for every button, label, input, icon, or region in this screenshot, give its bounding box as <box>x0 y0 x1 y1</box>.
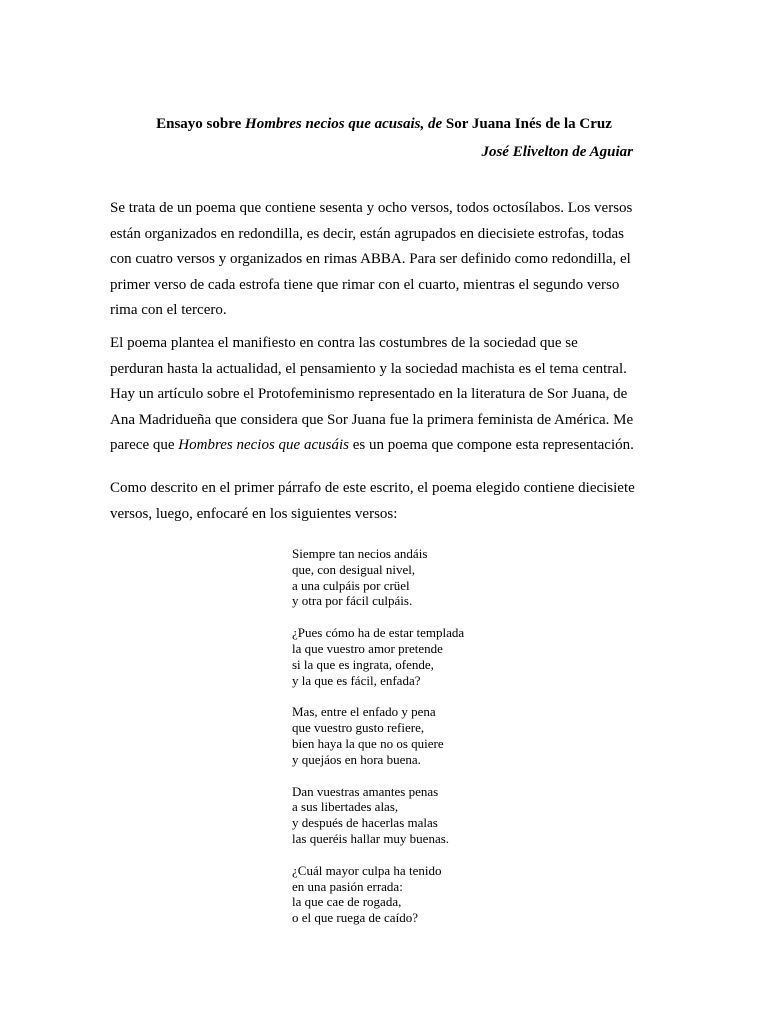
poem-verse: o el que ruega de caído? <box>292 910 418 926</box>
paragraph-line: Se trata de un poema que contiene sesenta y ocho versos, todos octosílabos. Los versos <box>110 200 633 216</box>
poem-verse: y después de hacerlas malas <box>292 815 438 831</box>
poem-stanza <box>292 784 464 847</box>
poem-verse: Mas, entre el enfado y pena <box>292 704 436 720</box>
poem-verse: que vuestro gusto refiere, <box>292 720 425 736</box>
poem-stanza <box>292 704 464 767</box>
paragraph-line: primer verso de cada estrofa tiene que rimar con el cuarto, mientras el segundo verso <box>110 276 620 293</box>
poem-verse: bien haya la que no os quiere <box>292 735 444 751</box>
poem-verse: ¿Cuál mayor culpa ha tenido <box>292 862 442 878</box>
poem-title-italic: Hombres necios que acusáis <box>178 437 349 453</box>
essay-title <box>0 114 768 134</box>
paragraph-line: rima con el tercero. <box>110 302 227 318</box>
paragraph-line: con cuatro versos y organizados en rimas ABBA. Para ser definido como redondilla, el <box>110 251 631 267</box>
paragraph-line: Como descrito en el primer párrafo de este escrito, el poema elegido contiene diecisiete <box>110 480 635 496</box>
title-italic: Hombres necios que acusais, de <box>245 116 443 132</box>
poem-verse: y la que es fácil, enfada? <box>292 672 421 688</box>
poem-verse: y quejáos en hora buena. <box>292 751 421 767</box>
poem-verse: que, con desigual nivel, <box>292 561 416 577</box>
paragraph-line: El poema plantea el manifiesto en contra las costumbres de la sociedad que se <box>110 335 578 351</box>
author-name: José Elivelton de Aguiar <box>481 144 633 160</box>
poem-stanza <box>292 863 464 926</box>
title-suffix: Sor Juana Inés de la Cruz <box>442 116 612 132</box>
poem-verse: si la que es ingrata, ofende, <box>292 656 434 672</box>
poem-verse: la que cae de rogada, <box>292 894 402 910</box>
paragraph-line: Hay un artículo sobre el Protofeminismo representado en la literatura de Sor Juana, de <box>110 386 628 402</box>
poem-stanza <box>292 546 464 609</box>
line-suffix: es un poema que compone esta representación. <box>348 437 634 453</box>
paragraph-line <box>110 433 670 459</box>
poem-verse: Siempre tan necios andáis <box>292 546 428 561</box>
paragraph-1 <box>110 196 670 324</box>
poem-verse: a una culpáis por crüel <box>292 577 410 593</box>
line-prefix: parece que <box>110 437 179 453</box>
paragraph-line: versos, luego, enfocaré en los siguientes versos: <box>110 505 398 522</box>
poem-verse: la que vuestro amor pretende <box>292 640 443 656</box>
paragraph-line: están organizados en redondilla, es decir, están agrupados en diecisiete estrofas, todas <box>110 225 624 242</box>
poem-stanza <box>292 625 464 688</box>
poem-verse: a sus libertades alas, <box>292 799 399 815</box>
poem-verse: ¿Pues cómo ha de estar templada <box>292 625 465 641</box>
paragraph-3 <box>110 476 670 527</box>
paragraph-line: Ana Madridueña que considera que Sor Juana fue la primera feminista de América. Me <box>110 411 634 428</box>
poem-excerpt <box>292 546 464 942</box>
poem-verse: las queréis hallar muy buenas. <box>292 830 450 846</box>
paragraph-line: perduran hasta la actualidad, el pensamiento y la sociedad machista es el tema central. <box>110 360 627 377</box>
poem-verse: Dan vuestras amantes penas <box>292 783 439 799</box>
paragraph-2 <box>110 331 670 459</box>
poem-verse: y otra por fácil culpáis. <box>292 593 413 609</box>
title-prefix: Ensayo sobre <box>156 116 246 132</box>
poem-verse: en una pasión errada: <box>292 878 403 894</box>
